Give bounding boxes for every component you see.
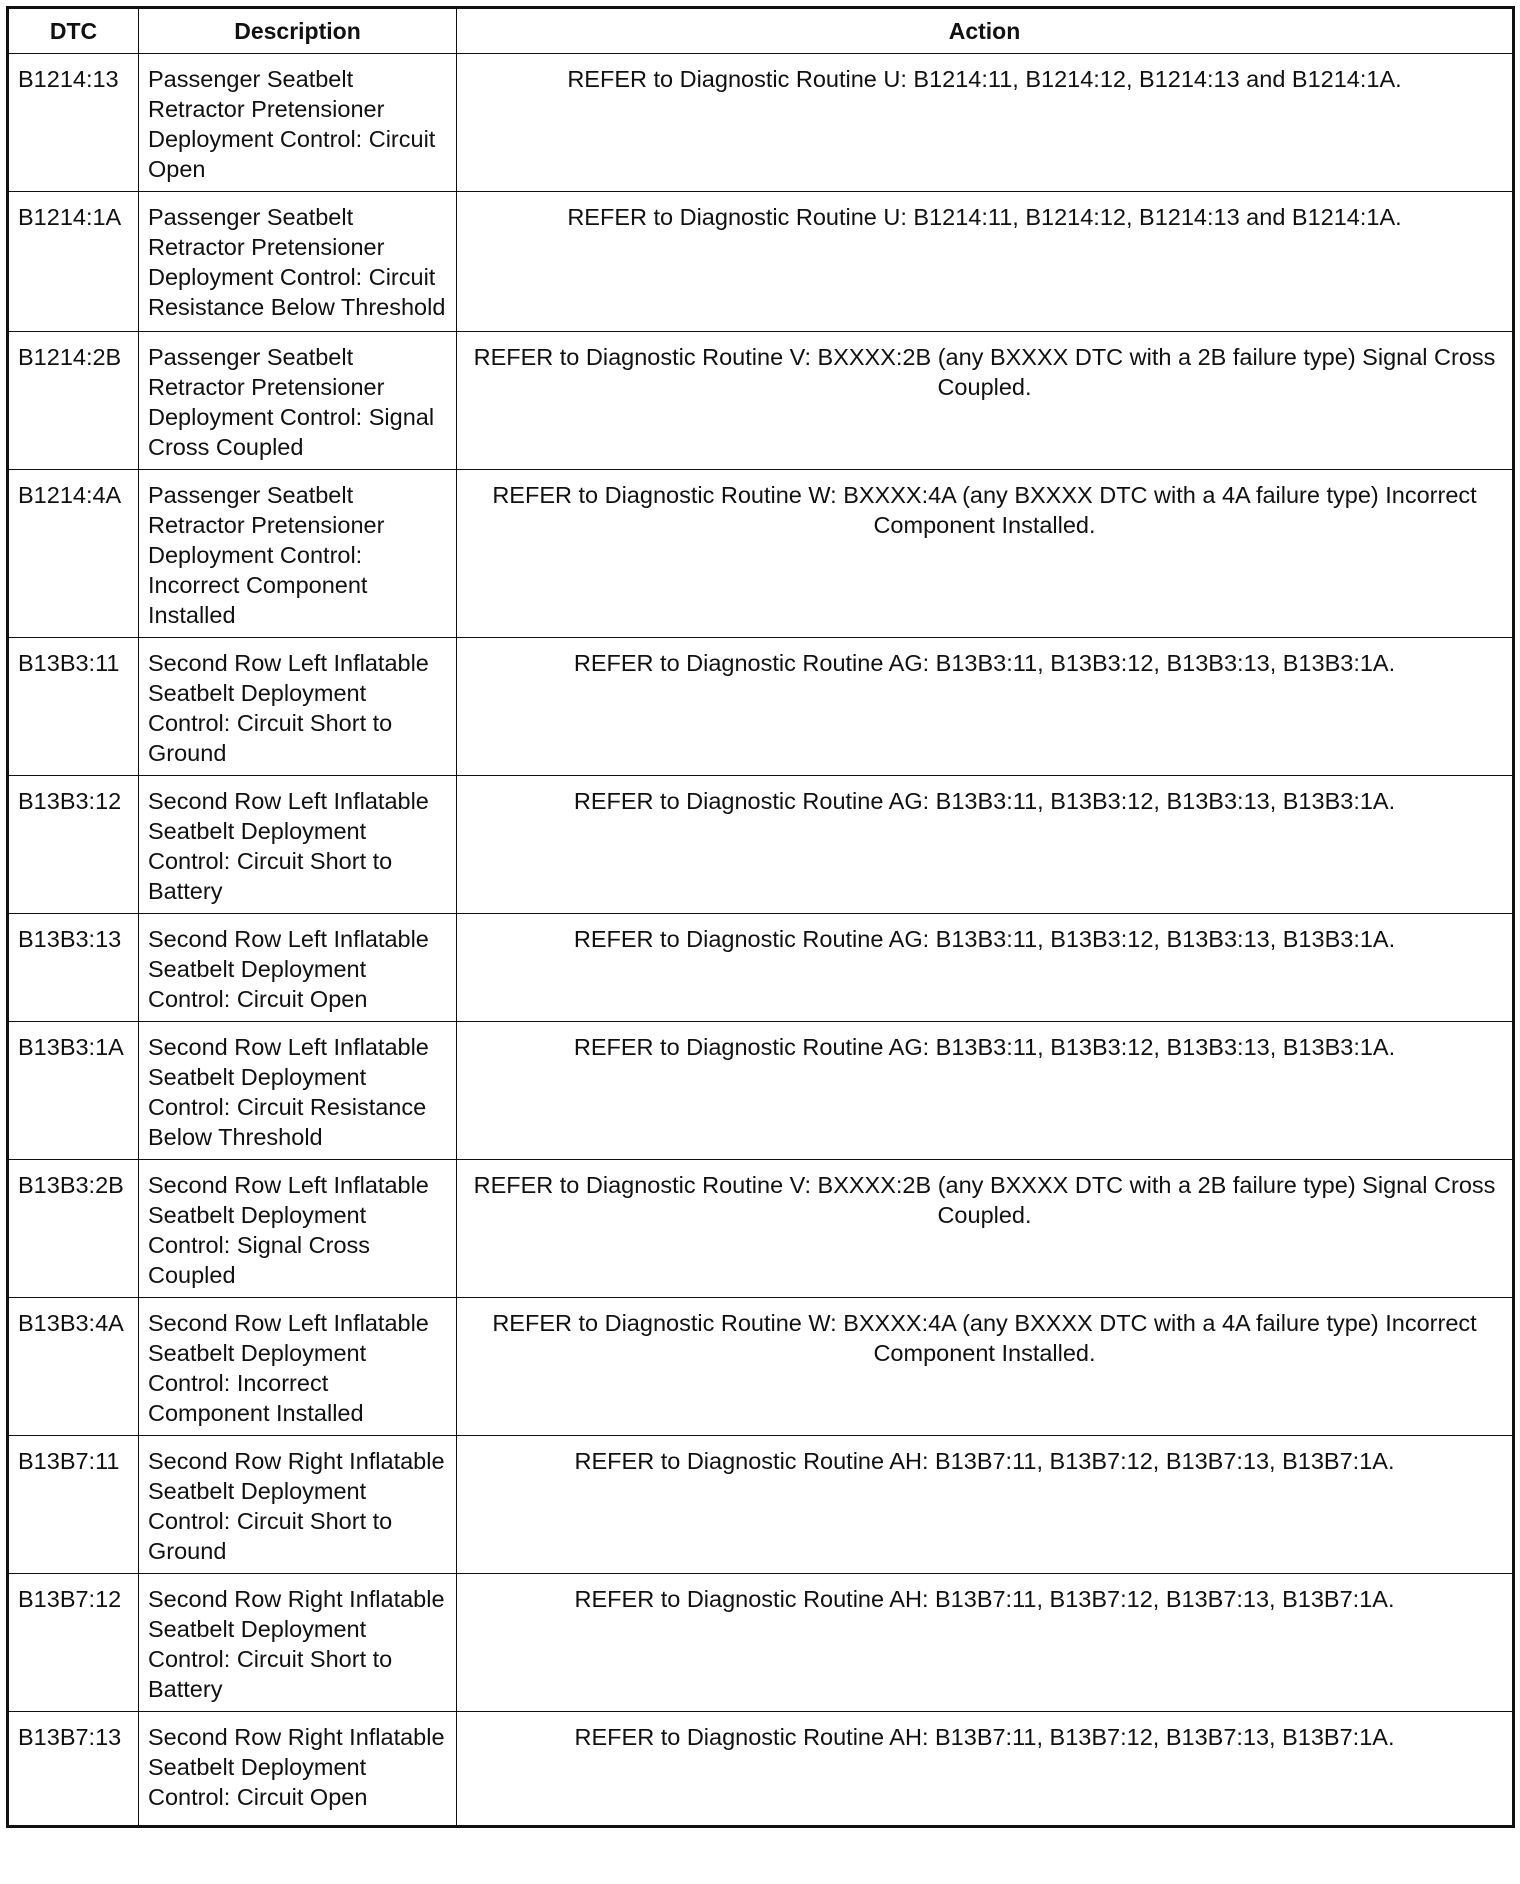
header-action: Action	[457, 8, 1514, 54]
table-row	[8, 332, 1514, 470]
dtc-description: Second Row Left Inflatable Seatbelt Deployment Control: Circuit Resistance Below Threshold	[139, 1022, 457, 1160]
header-row	[8, 8, 1514, 54]
dtc-code: B13B3:2B	[8, 1160, 139, 1298]
table-row	[8, 1298, 1514, 1436]
dtc-action: REFER to Diagnostic Routine W: BXXXX:4A (any BXXXX DTC with a 4A failure type) Incorrect Component Installed.	[457, 470, 1514, 638]
dtc-description: Second Row Left Inflatable Seatbelt Deployment Control: Circuit Short to Ground	[139, 638, 457, 776]
table-row	[8, 1712, 1514, 1827]
dtc-code: B13B7:11	[8, 1436, 139, 1574]
dtc-action: REFER to Diagnostic Routine V: BXXXX:2B (any BXXXX DTC with a 2B failure type) Signal Cross Coupled.	[457, 1160, 1514, 1298]
dtc-action: REFER to Diagnostic Routine AH: B13B7:11, B13B7:12, B13B7:13, B13B7:1A.	[457, 1574, 1514, 1712]
dtc-action: REFER to Diagnostic Routine AG: B13B3:11, B13B3:12, B13B3:13, B13B3:1A.	[457, 1022, 1514, 1160]
dtc-description: Second Row Left Inflatable Seatbelt Deployment Control: Circuit Open	[139, 914, 457, 1022]
dtc-description: Second Row Right Inflatable Seatbelt Deployment Control: Circuit Short to Battery	[139, 1574, 457, 1712]
dtc-code: B1214:1A	[8, 192, 139, 332]
dtc-description: Second Row Right Inflatable Seatbelt Deployment Control: Circuit Short to Ground	[139, 1436, 457, 1574]
dtc-action: REFER to Diagnostic Routine AH: B13B7:11, B13B7:12, B13B7:13, B13B7:1A.	[457, 1436, 1514, 1574]
dtc-code: B13B3:13	[8, 914, 139, 1022]
table-row	[8, 54, 1514, 192]
dtc-code: B13B7:13	[8, 1712, 139, 1827]
header-description: Description	[139, 8, 457, 54]
dtc-description: Second Row Left Inflatable Seatbelt Deployment Control: Incorrect Component Installed	[139, 1298, 457, 1436]
dtc-code: B1214:13	[8, 54, 139, 192]
dtc-table	[6, 6, 1515, 1828]
dtc-description: Passenger Seatbelt Retractor Pretensioner Deployment Control: Circuit Resistance Below Threshold	[139, 192, 457, 332]
table-row	[8, 638, 1514, 776]
table-header	[8, 8, 1514, 54]
dtc-action: REFER to Diagnostic Routine AG: B13B3:11, B13B3:12, B13B3:13, B13B3:1A.	[457, 914, 1514, 1022]
dtc-code: B13B3:12	[8, 776, 139, 914]
dtc-description: Passenger Seatbelt Retractor Pretensioner Deployment Control: Incorrect Component Installed	[139, 470, 457, 638]
dtc-action: REFER to Diagnostic Routine AH: B13B7:11, B13B7:12, B13B7:13, B13B7:1A.	[457, 1712, 1514, 1827]
dtc-action: REFER to Diagnostic Routine U: B1214:11, B1214:12, B1214:13 and B1214:1A.	[457, 192, 1514, 332]
table-row	[8, 192, 1514, 332]
dtc-action: REFER to Diagnostic Routine W: BXXXX:4A (any BXXXX DTC with a 4A failure type) Incorrect Component Installed.	[457, 1298, 1514, 1436]
dtc-code: B13B3:11	[8, 638, 139, 776]
dtc-code: B13B3:4A	[8, 1298, 139, 1436]
table-row	[8, 1022, 1514, 1160]
table-row	[8, 776, 1514, 914]
table-row	[8, 914, 1514, 1022]
dtc-code: B1214:2B	[8, 332, 139, 470]
table-row	[8, 1160, 1514, 1298]
dtc-action: REFER to Diagnostic Routine V: BXXXX:2B (any BXXXX DTC with a 2B failure type) Signal Cross Coupled.	[457, 332, 1514, 470]
table-body	[8, 54, 1514, 1827]
table-row	[8, 1436, 1514, 1574]
dtc-description: Second Row Left Inflatable Seatbelt Deployment Control: Signal Cross Coupled	[139, 1160, 457, 1298]
dtc-code: B13B3:1A	[8, 1022, 139, 1160]
dtc-code: B13B7:12	[8, 1574, 139, 1712]
dtc-code: B1214:4A	[8, 470, 139, 638]
dtc-action: REFER to Diagnostic Routine AG: B13B3:11, B13B3:12, B13B3:13, B13B3:1A.	[457, 638, 1514, 776]
dtc-action: REFER to Diagnostic Routine AG: B13B3:11, B13B3:12, B13B3:13, B13B3:1A.	[457, 776, 1514, 914]
dtc-description: Passenger Seatbelt Retractor Pretensioner Deployment Control: Circuit Open	[139, 54, 457, 192]
dtc-description: Second Row Left Inflatable Seatbelt Deployment Control: Circuit Short to Battery	[139, 776, 457, 914]
header-dtc: DTC	[8, 8, 139, 54]
dtc-description: Passenger Seatbelt Retractor Pretensioner Deployment Control: Signal Cross Coupled	[139, 332, 457, 470]
dtc-description: Second Row Right Inflatable Seatbelt Deployment Control: Circuit Open	[139, 1712, 457, 1827]
table-row	[8, 470, 1514, 638]
dtc-action: REFER to Diagnostic Routine U: B1214:11, B1214:12, B1214:13 and B1214:1A.	[457, 54, 1514, 192]
table-row	[8, 1574, 1514, 1712]
